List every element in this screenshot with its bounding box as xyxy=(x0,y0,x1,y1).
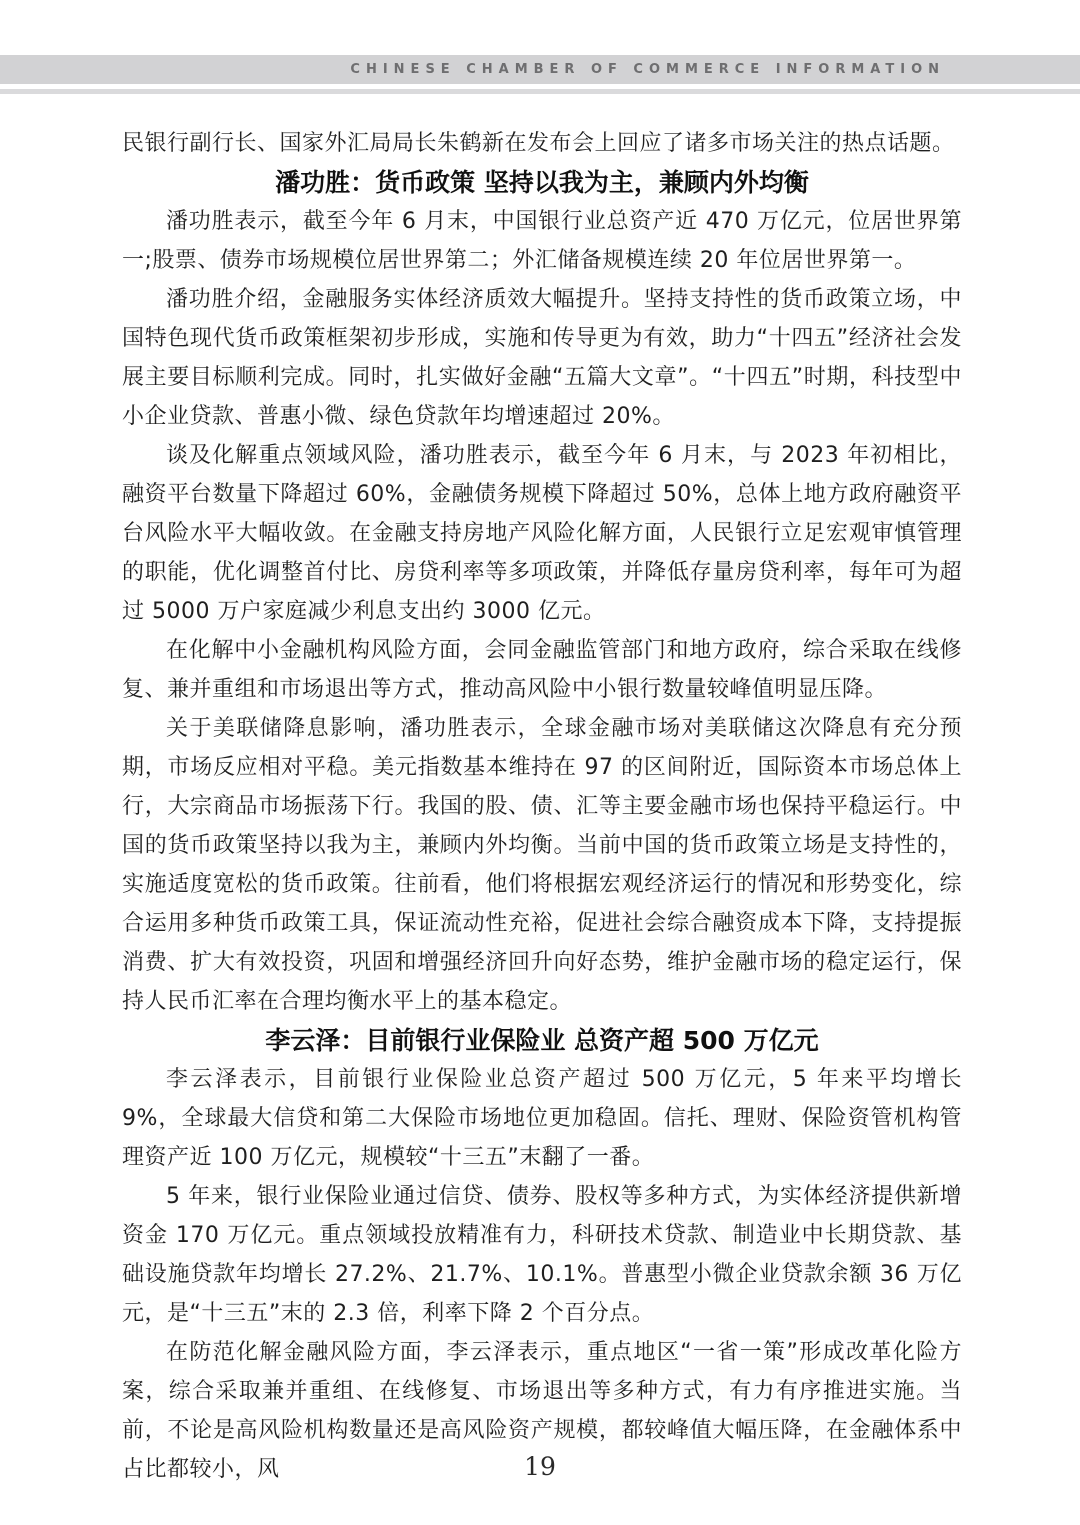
section-heading: 潘功胜：货币政策 坚持以我为主，兼顾内外均衡 xyxy=(275,168,809,197)
paragraph: 关于美联储降息影响，潘功胜表示，全球金融市场对美联储这次降息有充分预期，市场反应相对平稳。美元指数基本维持在 97 的区间附近，国际资本市场总体上行，大宗商品市场振荡下行。我国的股、债、汇等主要金融市场也保持平稳运行。中国的货币政策坚持以我为主，兼顾内外均衡。当前中国的货币政策立场是支持性的，实施适度宽松的货币政策。往前看，他们将根据宏观经济运行的情况和形势变化，综合运用多种货币政策工具，保证流动性充裕，促进社会综合融资成本下降，支持提振消费、扩大有效投资，巩固和增强经济回升向好态势，维护金融市场的稳定运行，保持人民币汇率在合理均衡水平上的基本稳定。 xyxy=(122,716,962,1014)
paragraph: 潘功胜介绍，金融服务实体经济质效大幅提升。坚持支持性的货币政策立场，中国特色现代货币政策框架初步形成，实施和传导更为有效，助力“十四五”经济社会发展主要目标顺利完成。同时，扎实做好金融“五篇大文章”。“十四五”时期，科技型中小企业贷款、普惠小微、绿色贷款年均增速超过 20%。 xyxy=(122,287,962,429)
paragraph: 在防范化解金融风险方面，李云泽表示，重点地区“一省一策”形成改革化险方案，综合采取兼并重组、在线修复、市场退出等多种方式，有力有序推进实施。当前，不论是高风险机构数量还是高风险资产规模，都较峰值大幅压降，在金融体系中占比都较小，风 xyxy=(122,1340,962,1482)
section-heading: 李云泽：目前银行业保险业 总资产超 500 万亿元 xyxy=(265,1026,819,1055)
paragraph: 谈及化解重点领域风险，潘功胜表示，截至今年 6 月末，与 2023 年初相比，融资平台数量下降超过 60%，金融债务规模下降超过 50%，总体上地方政府融资平台风险水平大幅收敛。在金融支持房地产风险化解方面，人民银行立足宏观审慎管理的职能，优化调整首付比、房贷利率等多项政策，并降低存量房贷利率，每年可为超过 5000 万户家庭减少利息支出约 3000 亿元。 xyxy=(122,443,962,624)
paragraph: 在化解中小金融机构风险方面，会同金融监管部门和地方政府，综合采取在线修复、兼并重组和市场退出等方式，推动高风险中小银行数量较峰值明显压降。 xyxy=(122,638,962,702)
header-banner-text: CHINESE CHAMBER OF COMMERCE INFORMATION xyxy=(350,62,945,77)
article xyxy=(122,124,962,1489)
header-divider xyxy=(0,89,1080,94)
header-banner xyxy=(0,55,1080,84)
paragraph: 潘功胜表示，截至今年 6 月末，中国银行业总资产近 470 万亿元，位居世界第一;股票、债券市场规模位居世界第二；外汇储备规模连续 20 年位居世界第一。 xyxy=(122,209,962,273)
page-number: 19 xyxy=(524,1452,556,1481)
paragraph: 李云泽表示，目前银行业保险业总资产超过 500 万亿元，5 年来平均增长 9%，全球最大信贷和第二大保险市场地位更加稳固。信托、理财、保险资管机构管理资产近 100 万亿元，规模较“十三五”末翻了一番。 xyxy=(122,1067,962,1170)
page-footer xyxy=(0,1452,1080,1481)
paragraph: 民银行副行长、国家外汇局局长朱鹤新在发布会上回应了诸多市场关注的热点话题。 xyxy=(122,131,955,156)
paragraph: 5 年来，银行业保险业通过信贷、债券、股权等多种方式，为实体经济提供新增资金 170 万亿元。重点领域投放精准有力，科研技术贷款、制造业中长期贷款、基础设施贷款年均增长 27.2%、21.7%、10.1%。普惠型小微企业贷款余额 36 万亿元，是“十三五”末的 2.3 倍，利率下降 2 个百分点。 xyxy=(122,1184,962,1326)
